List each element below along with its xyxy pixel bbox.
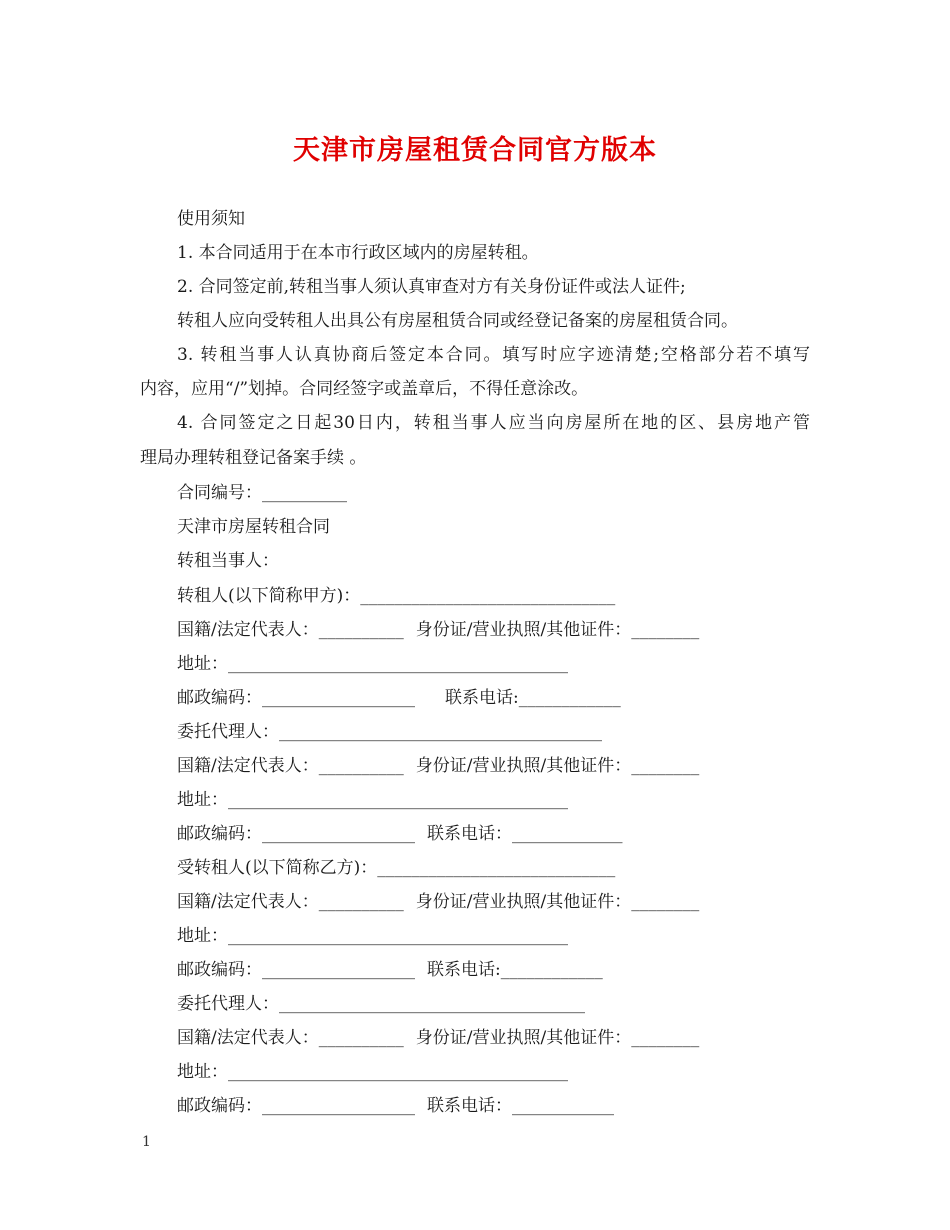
- document-title: 天津市房屋租赁合同官方版本: [293, 135, 657, 166]
- party-a-id-field: 身份证/营业执照/其他证件：________: [415, 620, 700, 640]
- party-b-agent-id-field: 身份证/营业执照/其他证件：________: [415, 1028, 700, 1048]
- notice-item-2-continued: 转租人应向受转租人出具公有房屋租赁合同或经登记备案的房屋租赁合同。: [177, 311, 738, 331]
- party-b-id-field: 身份证/营业执照/其他证件：________: [415, 892, 700, 912]
- party-a-agent-phone-field: 联系电话：_____________: [427, 824, 623, 844]
- notice-heading: 使用须知: [177, 209, 245, 229]
- contract-number-field: 合同编号：__________: [177, 483, 347, 503]
- notice-item-3-continued: 内容，应用“/”划掉。合同经签字或盖章后，不得任意涂改。: [140, 379, 589, 399]
- notice-item-4-continued: 理局办理转租登记备案手续 。: [140, 448, 367, 468]
- party-a-nationality-field: 国籍/法定代表人：__________: [177, 620, 404, 640]
- party-b-agent-contact-row: [177, 1094, 614, 1118]
- party-b-agent-phone-field: 联系电话：____________: [427, 1096, 614, 1116]
- party-b-address-field: 地址：________________________________________: [177, 926, 568, 946]
- party-b-agent-field: 委托代理人：____________________________________: [177, 994, 585, 1014]
- party-a-phone-field: 联系电话:____________: [445, 688, 621, 708]
- party-a-agent-address-field: 地址：________________________________________: [177, 790, 568, 810]
- party-a-address-field: 地址：________________________________________: [177, 654, 568, 674]
- parties-heading: 转租当事人：: [177, 551, 279, 571]
- party-a-postcode-field: 邮政编码：__________________: [177, 688, 415, 708]
- party-a-id-row: [177, 618, 699, 642]
- party-b-postcode-field: 邮政编码：__________________: [177, 960, 415, 980]
- notice-item-2: 2. 合同签定前,转租当事人须认真审查对方有关身份证件或法人证件;: [177, 277, 686, 297]
- party-b-id-row: [177, 890, 699, 914]
- party-b-agent-nationality-field: 国籍/法定代表人：__________: [177, 1028, 404, 1048]
- lessee-field: 受转租人(以下简称乙方)：____________________________: [177, 858, 616, 878]
- party-b-agent-id-row: [177, 1026, 699, 1050]
- party-b-phone-field: 联系电话:____________: [427, 960, 603, 980]
- party-a-agent-nationality-field: 国籍/法定代表人：__________: [177, 756, 404, 776]
- party-a-agent-id-row: [177, 754, 699, 778]
- party-b-agent-address-field: 地址：________________________________________: [177, 1062, 568, 1082]
- notice-item-4: 4. 合同签定之日起30日内，转租当事人应当向房屋所在地的区、县房地产管: [177, 413, 810, 433]
- party-a-agent-contact-row: [177, 822, 623, 846]
- party-a-agent-id-field: 身份证/营业执照/其他证件：________: [415, 756, 700, 776]
- party-a-agent-field: 委托代理人：______________________________________: [177, 722, 602, 742]
- party-b-agent-postcode-field: 邮政编码：__________________: [177, 1096, 415, 1116]
- notice-item-3: 3. 转租当事人认真协商后签定本合同。填写时应字迹清楚;空格部分若不填写: [177, 345, 810, 365]
- lessor-field: 转租人(以下简称甲方)：______________________________: [177, 586, 616, 606]
- notice-item-1: 1. 本合同适用于在本市行政区域内的房屋转租。: [177, 243, 539, 263]
- party-b-contact-row: [177, 958, 603, 982]
- party-a-agent-postcode-field: 邮政编码：__________________: [177, 824, 415, 844]
- party-a-contact-row: [177, 686, 621, 710]
- party-b-nationality-field: 国籍/法定代表人：__________: [177, 892, 404, 912]
- contract-name: 天津市房屋转租合同: [177, 517, 330, 537]
- page-number: 1: [142, 1134, 151, 1150]
